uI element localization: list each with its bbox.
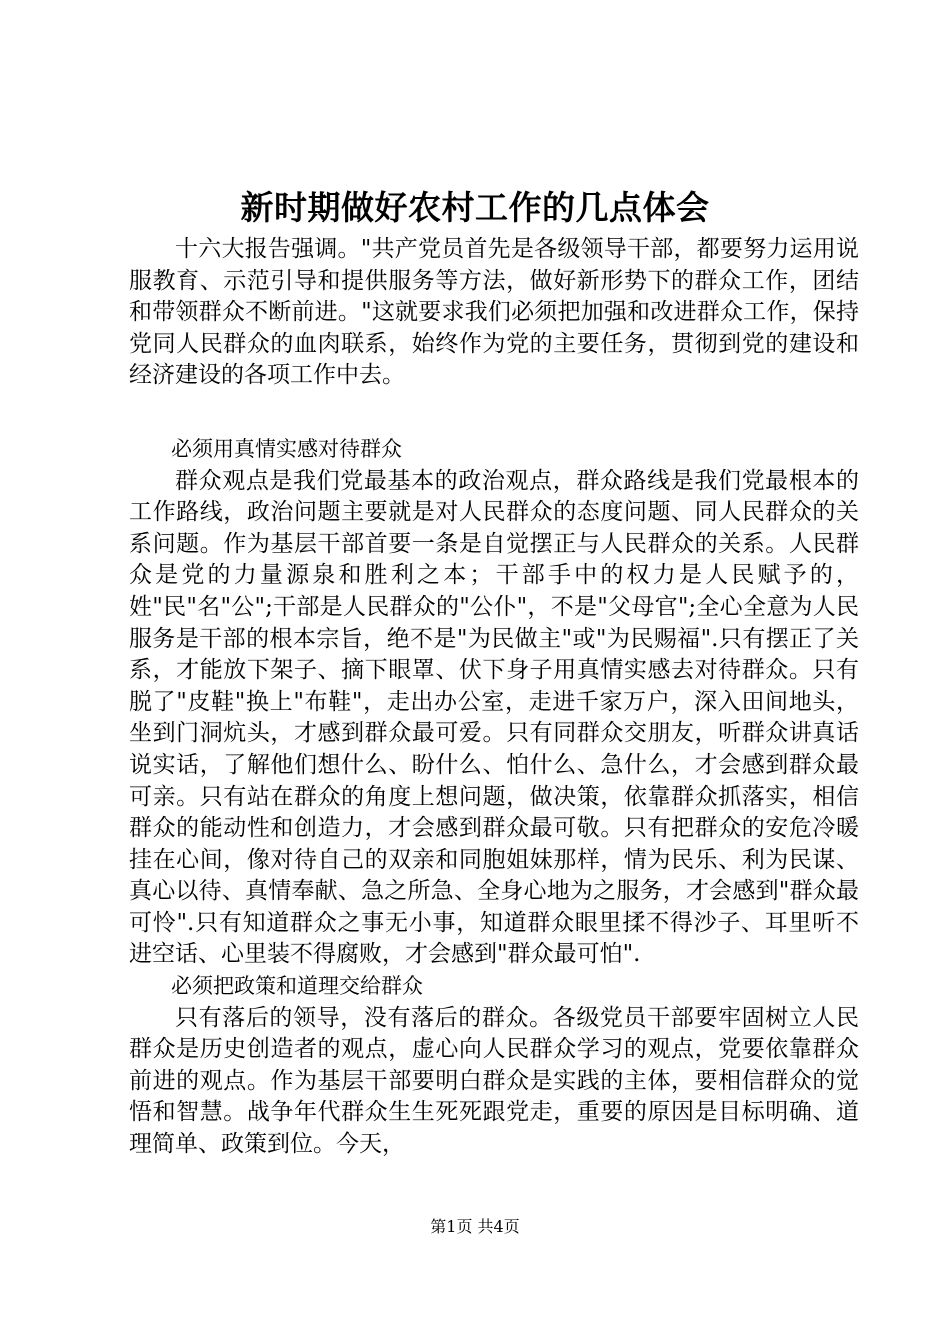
section-1-heading: 必须用真情实感对待群众 (171, 436, 402, 461)
paragraph-gap (129, 392, 859, 434)
document-body (129, 234, 859, 1161)
section-1-paragraph: 群众观点是我们党最基本的政治观点，群众路线是我们党最根本的工作路线，政治问题主要就是对人民群众的态度问题、同人民群众的关系问题。作为基层干部首要一条是自觉摆正与人民群众的关系。人民群众是党的力量源泉和胜利之本；干部手中的权力是人民赋予的，姓"民"名"公";干部是人民群众的"公仆"，不是"父母官";全心全意为人民服务是干部的根本宗旨，绝不是"为民做主"或"为民赐福".只有摆正了关系，才能放下架子、摘下眼罩、伏下身子用真情实感去对待群众。只有脱了"皮鞋"换上"布鞋"，走出办公室，走进千家万户，深入田间地头，坐到门洞炕头，才感到群众最可爱。只有同群众交朋友，听群众讲真话说实话，了解他们想什么、盼什么、怕什么、急什么，才会感到群众最可亲。只有站在群众的角度上想问题，做决策，依靠群众抓落实，相信群众的能动性和创造力，才会感到群众最可敬。只有把群众的安危冷暖挂在心间，像对待自己的双亲和同胞姐妹那样，情为民乐、利为民谋、真心以待、真情奉献、急之所急、全身心地为之服务，才会感到"群众最可怜".只有知道群众之事无小事，知道群众眼里揉不得沙子、耳里听不进空话、心里装不得腐败，才会感到"群众最可怕". (129, 467, 859, 968)
intro-paragraph: 十六大报告强调。"共产党员首先是各级领导干部，都要努力运用说服教育、示范引导和提供服务等方法，做好新形势下的群众工作，团结和带领群众不断前进。"这就要求我们必须把加强和改进群众工作，保持党同人民群众的血肉联系，始终作为党的主要任务，贯彻到党的建设和经济建设的各项工作中去。 (129, 236, 859, 389)
section-2-heading: 必须把政策和道理交给群众 (171, 974, 423, 999)
section-2-paragraph: 只有落后的领导，没有落后的群众。各级党员干部要牢固树立人民群众是历史创造者的观点，虚心向人民群众学习的观点，党要依靠群众前进的观点。作为基层干部要明白群众是实践的主体，要相信群众的觉悟和智慧。战争年代群众生生死死跟党走，重要的原因是目标明确、道理简单、政策到位。今天， (129, 1004, 859, 1158)
page-footer: 第1页 共4页 (430, 1217, 520, 1236)
document-title: 新时期做好农村工作的几点体会 (240, 188, 710, 227)
